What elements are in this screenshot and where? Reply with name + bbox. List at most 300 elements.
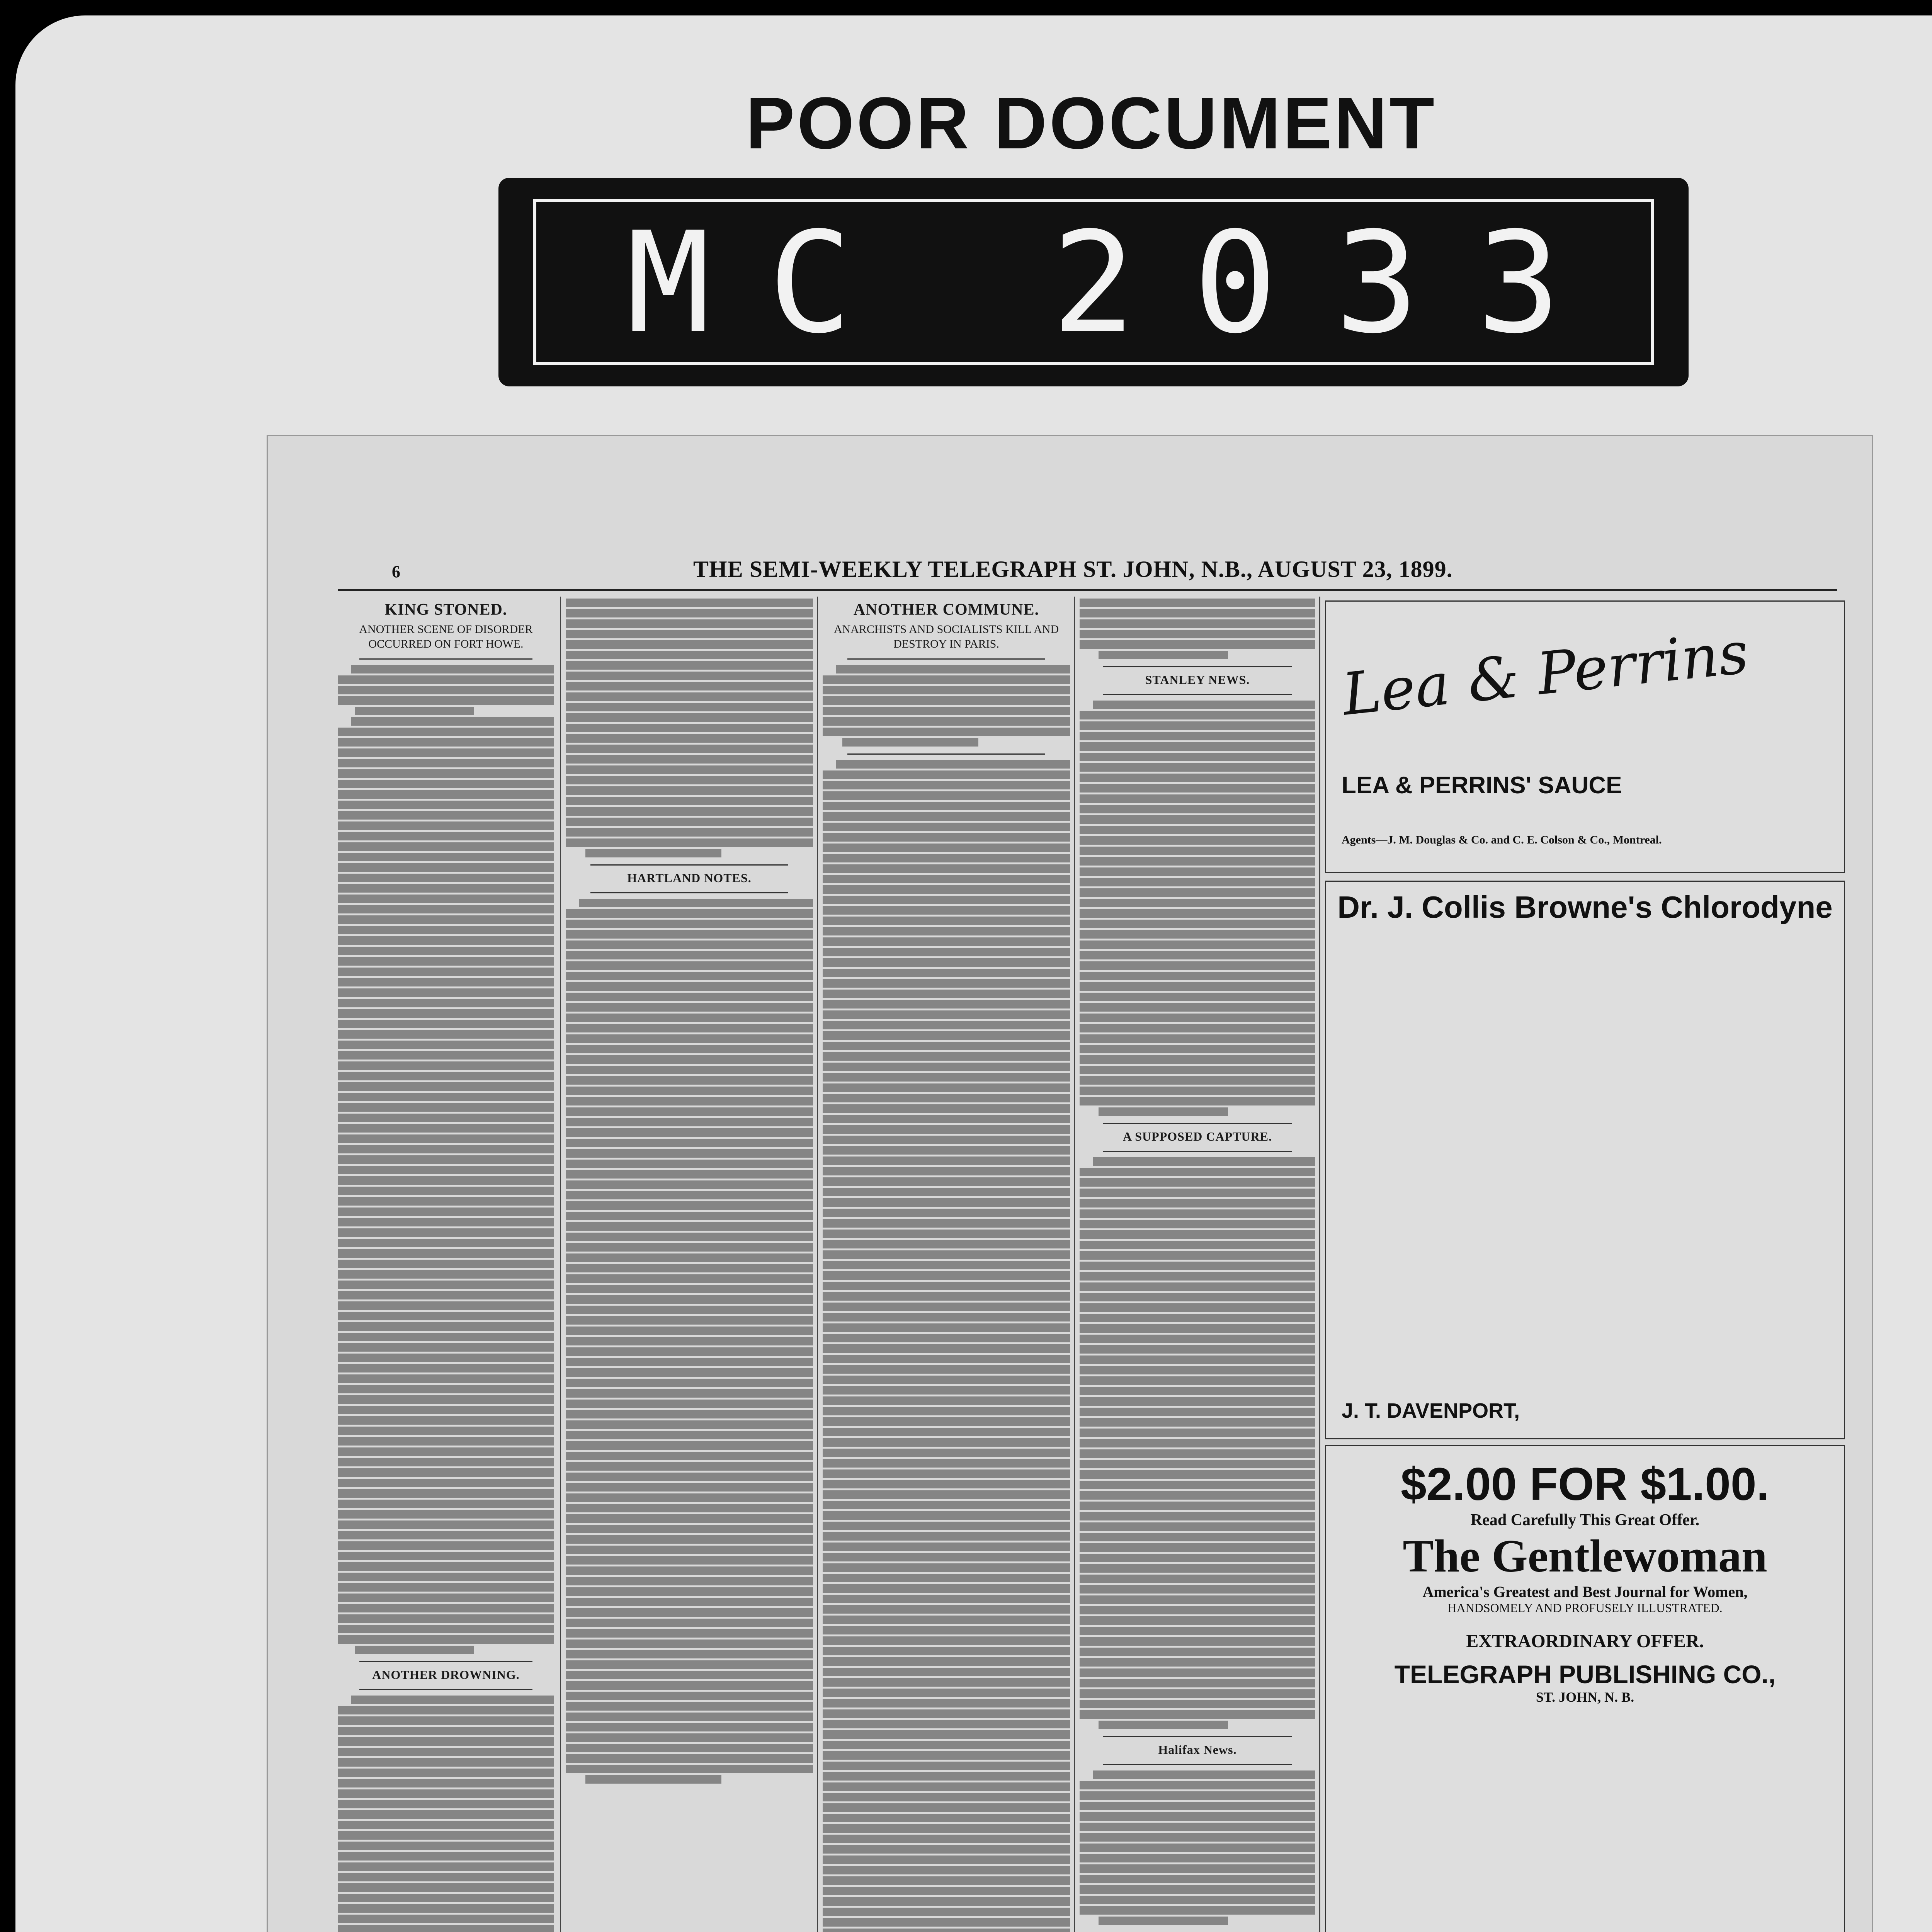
text-line: [823, 1167, 1070, 1175]
text-line: [338, 1883, 554, 1892]
text-line: [1080, 982, 1315, 991]
text-line: [338, 1051, 554, 1060]
text-line: [1080, 1854, 1315, 1862]
text-line: [823, 1699, 1070, 1708]
text-line: [566, 1347, 813, 1356]
text-line: [1080, 784, 1315, 793]
text-line: [823, 1063, 1070, 1071]
text-line: [338, 1800, 554, 1808]
text-line: [566, 951, 813, 959]
text-line: [1080, 1178, 1315, 1187]
text-line: [566, 1358, 813, 1366]
text-line: [1080, 1595, 1315, 1604]
text-line: [338, 1176, 554, 1185]
text-line: [1080, 732, 1315, 740]
text-line: [566, 776, 813, 784]
text-line: [823, 1689, 1070, 1697]
text-line: [566, 1191, 813, 1199]
text-line: [1080, 1689, 1315, 1698]
text-line: [338, 936, 554, 945]
text-line: [566, 1160, 813, 1168]
text-line: [566, 734, 813, 743]
text-line: [566, 1253, 813, 1262]
text-line: [823, 728, 1070, 736]
text-line: [338, 1510, 554, 1519]
gentlewoman-title: The Gentlewoman: [1403, 1530, 1767, 1582]
text-line: [338, 1583, 554, 1592]
text-line: [338, 1904, 554, 1913]
divider: [359, 1689, 532, 1690]
text-line: [1080, 1045, 1315, 1053]
text-line: [338, 748, 554, 757]
text-line: [338, 1594, 554, 1602]
text-line: [1080, 1875, 1315, 1883]
text-line: [566, 1473, 813, 1481]
text-line: [823, 1866, 1070, 1874]
text-line: [1099, 1917, 1228, 1925]
text-line: [338, 1145, 554, 1153]
text-line: [566, 713, 813, 722]
text-line: [338, 696, 554, 705]
text-line: [338, 1072, 554, 1080]
text-line: [823, 1626, 1070, 1634]
text-line: [338, 874, 554, 882]
divider: [590, 892, 788, 893]
text-line: [823, 1929, 1070, 1932]
text-line: [566, 1483, 813, 1492]
text-line: [566, 1295, 813, 1304]
text-line: [566, 1024, 813, 1032]
text-line: [338, 1489, 554, 1498]
text-line: [823, 1334, 1070, 1342]
text-line: [566, 1431, 813, 1439]
text-line: [338, 1625, 554, 1633]
divider: [1103, 694, 1292, 695]
deck-king-stoned: ANOTHER SCENE OF DISORDER OCCURRED ON FORT HOWE.: [359, 623, 533, 650]
text-line: [566, 1681, 813, 1690]
text-line: [1080, 1564, 1315, 1573]
microfilm-code-bar: [498, 178, 1689, 386]
text-line: [338, 686, 554, 694]
text-line: [823, 1522, 1070, 1530]
text-line: [842, 738, 978, 747]
text-line: [338, 1239, 554, 1247]
text-line: [566, 703, 813, 711]
text-line: [338, 1364, 554, 1372]
text-line: [1080, 1241, 1315, 1249]
text-line: [1080, 1679, 1315, 1687]
text-line: [566, 651, 813, 659]
text-line: [1080, 721, 1315, 730]
text-line: [1080, 1844, 1315, 1852]
text-line: [566, 619, 813, 628]
text-line: [823, 823, 1070, 831]
text-line: [823, 1553, 1070, 1561]
text-line: [1080, 609, 1315, 617]
text-line: [566, 1306, 813, 1314]
text-line: [1080, 711, 1315, 719]
text-line: [566, 1264, 813, 1272]
text-line: [1080, 1076, 1315, 1085]
text-line: [338, 1479, 554, 1487]
text-line: [823, 854, 1070, 862]
text-line: [566, 1713, 813, 1721]
gentlewoman-sub2: HANDSOMELY AND PROFUSELY ILLUSTRATED.: [1447, 1601, 1723, 1615]
text-line: [823, 1908, 1070, 1916]
text-line: [338, 1155, 554, 1164]
microfilm-frame: [15, 15, 1932, 1932]
text-line: [338, 1552, 554, 1560]
text-line: [1080, 1637, 1315, 1646]
text-line: [566, 1233, 813, 1241]
text-line: [566, 1629, 813, 1638]
text-line: [823, 1073, 1070, 1082]
text-line: [1080, 619, 1315, 628]
text-line: [1080, 1668, 1315, 1677]
text-line: [823, 990, 1070, 998]
text-line: [823, 875, 1070, 883]
divider: [590, 864, 788, 866]
text-line: [1080, 1397, 1315, 1406]
lea-perrins-signature: Lea & Perrins: [1339, 619, 1752, 729]
text-line: [566, 1076, 813, 1085]
headline-capture: A SUPPOSED CAPTURE.: [1122, 1129, 1272, 1143]
text-line: [823, 948, 1070, 956]
text-line: [823, 864, 1070, 873]
text-line: [1080, 1324, 1315, 1333]
text-line: [823, 1282, 1070, 1290]
text-line: [1080, 1522, 1315, 1531]
text-line: [566, 818, 813, 826]
text-line: [1080, 1345, 1315, 1354]
text-line: [1080, 1066, 1315, 1074]
text-line: [338, 675, 554, 684]
text-line: [1080, 1554, 1315, 1562]
column-rule: [1074, 597, 1075, 1932]
text-line: [338, 1281, 554, 1289]
text-line: [1080, 1335, 1315, 1343]
text-line: [1080, 888, 1315, 897]
text-line: [1099, 1107, 1228, 1116]
text-line: [566, 1702, 813, 1711]
text-line: [823, 1303, 1070, 1311]
text-line: [823, 1438, 1070, 1447]
text-line: [566, 1525, 813, 1533]
text-line: [338, 1260, 554, 1268]
text-line: [836, 760, 1070, 769]
headline-hartland: HARTLAND NOTES.: [627, 871, 752, 885]
text-line: [823, 1793, 1070, 1801]
text-line: [566, 1014, 813, 1022]
text-line: [338, 811, 554, 820]
column-3: [823, 597, 1070, 1932]
text-line: [823, 1616, 1070, 1624]
text-line: [566, 682, 813, 690]
text-line: [566, 1577, 813, 1585]
text-line: [338, 1291, 554, 1299]
text-line: [566, 1285, 813, 1293]
text-line: [823, 1386, 1070, 1395]
text-line: [566, 599, 813, 607]
text-line: [823, 696, 1070, 705]
text-line: [1080, 753, 1315, 761]
text-line: [566, 672, 813, 680]
lea-perrins-title: LEA & PERRINS' SAUCE: [1342, 772, 1622, 799]
text-line: [338, 1082, 554, 1091]
text-line: [1080, 1533, 1315, 1541]
text-line: [1080, 940, 1315, 949]
text-line: [566, 1733, 813, 1742]
text-line: [823, 1845, 1070, 1854]
text-line: [823, 1428, 1070, 1436]
text-line: [823, 1574, 1070, 1582]
text-line: [1080, 763, 1315, 772]
page-number: 6: [392, 562, 400, 581]
text-line: [566, 1650, 813, 1658]
text-line: [566, 1410, 813, 1418]
text-line: [823, 1094, 1070, 1102]
newspaper-page: [267, 435, 1873, 1932]
text-line: [566, 1504, 813, 1512]
text-line: [823, 1240, 1070, 1248]
divider: [1103, 1151, 1292, 1152]
text-line: [566, 1587, 813, 1596]
text-line: [338, 1727, 554, 1735]
text-line: [566, 1180, 813, 1189]
text-line: [338, 1748, 554, 1756]
text-line: [338, 1894, 554, 1902]
text-line: [823, 1657, 1070, 1666]
text-line: [338, 1187, 554, 1195]
text-line: [566, 630, 813, 638]
text-line: [566, 745, 813, 753]
text-line: [823, 1730, 1070, 1739]
text-line: [338, 1862, 554, 1871]
text-line: [338, 853, 554, 861]
text-line: [338, 1779, 554, 1787]
text-line: [338, 1374, 554, 1383]
text-line: [1080, 826, 1315, 834]
text-line: [1080, 1034, 1315, 1043]
gentlewoman-subtitle: America's Greatest and Best Journal for Women,: [1422, 1583, 1748, 1600]
text-line: [823, 717, 1070, 726]
lea-perrins-ad: [1325, 600, 1845, 873]
text-line: [338, 1810, 554, 1819]
text-line: [1080, 1168, 1315, 1176]
text-line: [823, 833, 1070, 842]
text-line: [823, 1511, 1070, 1520]
text-line: [338, 905, 554, 913]
text-line: [823, 1449, 1070, 1457]
text-line: [823, 1563, 1070, 1572]
text-line: [1080, 1864, 1315, 1873]
extraordinary-offer: EXTRAORDINARY OFFER.: [1466, 1631, 1704, 1651]
text-line: [823, 1772, 1070, 1781]
text-line: [823, 958, 1070, 967]
text-line: [338, 1406, 554, 1414]
chlorodyne-title: Dr. J. Collis Browne's Chlorodyne: [1337, 890, 1833, 924]
text-line: [338, 1134, 554, 1143]
text-line: [823, 1125, 1070, 1134]
text-line: [1080, 815, 1315, 824]
text-line: [566, 1452, 813, 1460]
text-line: [566, 1400, 813, 1408]
text-line: [566, 1379, 813, 1387]
headline-drowning: ANOTHER DROWNING.: [372, 1668, 520, 1682]
text-line: [566, 1420, 813, 1429]
text-line: [566, 940, 813, 949]
text-line: [823, 1000, 1070, 1009]
text-line: [338, 1541, 554, 1550]
text-line: [823, 844, 1070, 852]
text-line: [1080, 1481, 1315, 1489]
text-line: [338, 1758, 554, 1767]
text-line: [823, 1146, 1070, 1155]
text-line: [1080, 774, 1315, 782]
text-line: [566, 1754, 813, 1763]
text-line: [823, 1052, 1070, 1061]
text-line: [566, 1170, 813, 1179]
text-line: [351, 665, 554, 673]
text-line: [823, 1365, 1070, 1374]
text-line: [566, 1243, 813, 1252]
text-line: [338, 1915, 554, 1923]
text-line: [566, 1462, 813, 1471]
text-line: [566, 1723, 813, 1731]
text-line: [1099, 1721, 1228, 1729]
text-line: [338, 1573, 554, 1581]
text-line: [1080, 599, 1315, 607]
text-line: [823, 1490, 1070, 1499]
text-line: [338, 1041, 554, 1049]
text-line: [338, 1354, 554, 1362]
text-line: [338, 1197, 554, 1206]
text-line: [338, 1270, 554, 1279]
text-line: [1080, 909, 1315, 918]
text-line: [338, 1312, 554, 1320]
text-line: [823, 1897, 1070, 1906]
text-line: [338, 988, 554, 997]
text-line: [823, 969, 1070, 977]
divider: [359, 1661, 532, 1662]
text-line: [823, 1459, 1070, 1468]
headline-commune: ANOTHER COMMUNE.: [853, 601, 1039, 619]
text-line: [823, 1835, 1070, 1843]
text-line: [823, 1323, 1070, 1332]
text-line: [823, 675, 1070, 684]
text-line: [338, 895, 554, 903]
text-line: [1080, 630, 1315, 638]
text-line: [823, 1584, 1070, 1593]
text-line: [1080, 1003, 1315, 1012]
text-line: [823, 1271, 1070, 1280]
text-line: [1080, 1833, 1315, 1842]
text-line: [338, 1228, 554, 1237]
text-line: [338, 1531, 554, 1539]
text-line: [823, 1855, 1070, 1864]
text-line: [566, 797, 813, 805]
text-line: [338, 1604, 554, 1612]
text-line: [338, 968, 554, 976]
text-line: [1080, 1387, 1315, 1395]
text-line: [823, 1010, 1070, 1019]
text-line: [566, 1389, 813, 1398]
text-line: [338, 947, 554, 955]
text-line: [1080, 742, 1315, 751]
text-line: [566, 828, 813, 837]
text-line: [566, 1107, 813, 1116]
text-line: [1080, 1512, 1315, 1520]
davenport: J. T. DAVENPORT,: [1342, 1399, 1520, 1422]
text-line: [1080, 1314, 1315, 1322]
text-line: [566, 1546, 813, 1554]
text-line: [338, 1030, 554, 1039]
text-line: [823, 1605, 1070, 1614]
text-line: [823, 1083, 1070, 1092]
text-line: [338, 1614, 554, 1623]
text-line: [823, 1230, 1070, 1238]
text-line: [338, 1852, 554, 1861]
text-line: [1080, 1366, 1315, 1374]
text-line: [1080, 867, 1315, 876]
offer-tagline: Read Carefully This Great Offer.: [1470, 1511, 1700, 1529]
text-line: [823, 707, 1070, 715]
text-line: [566, 1692, 813, 1700]
telegraph-city: ST. JOHN, N. B.: [1536, 1689, 1634, 1705]
text-line: [1080, 1885, 1315, 1894]
text-line: [338, 1706, 554, 1714]
text-line: [1080, 1781, 1315, 1789]
text-line: [1080, 1097, 1315, 1105]
text-line: [338, 1447, 554, 1456]
text-line: [338, 1249, 554, 1258]
text-line: [823, 1636, 1070, 1645]
text-line: [823, 812, 1070, 821]
text-line: [823, 1824, 1070, 1833]
text-line: [566, 1368, 813, 1377]
text-line: [823, 1887, 1070, 1895]
text-line: [823, 1250, 1070, 1259]
text-line: [566, 692, 813, 701]
text-line: [566, 972, 813, 980]
text-line: [338, 978, 554, 986]
text-line: [338, 863, 554, 872]
text-line: [823, 1376, 1070, 1384]
text-line: [1080, 1585, 1315, 1594]
text-line: [823, 1188, 1070, 1196]
text-line: [579, 899, 813, 907]
text-line: [338, 1842, 554, 1850]
text-line: [823, 1355, 1070, 1363]
text-line: [338, 821, 554, 830]
text-line: [566, 1441, 813, 1450]
text-line: [823, 1031, 1070, 1040]
text-line: [1080, 1906, 1315, 1915]
text-line: [566, 1212, 813, 1220]
text-line: [566, 1045, 813, 1053]
text-line: [1080, 1293, 1315, 1301]
text-line: [338, 1427, 554, 1435]
text-line: [823, 1803, 1070, 1812]
text-line: [566, 1087, 813, 1095]
text-line: [1080, 1470, 1315, 1479]
text-line: [823, 1543, 1070, 1551]
poor-document-label: POOR DOCUMENT: [746, 82, 1437, 164]
divider: [847, 753, 1045, 755]
microfilm-code: MC 2033: [533, 199, 1654, 365]
text-line: [338, 1821, 554, 1829]
text-line: [566, 1765, 813, 1773]
